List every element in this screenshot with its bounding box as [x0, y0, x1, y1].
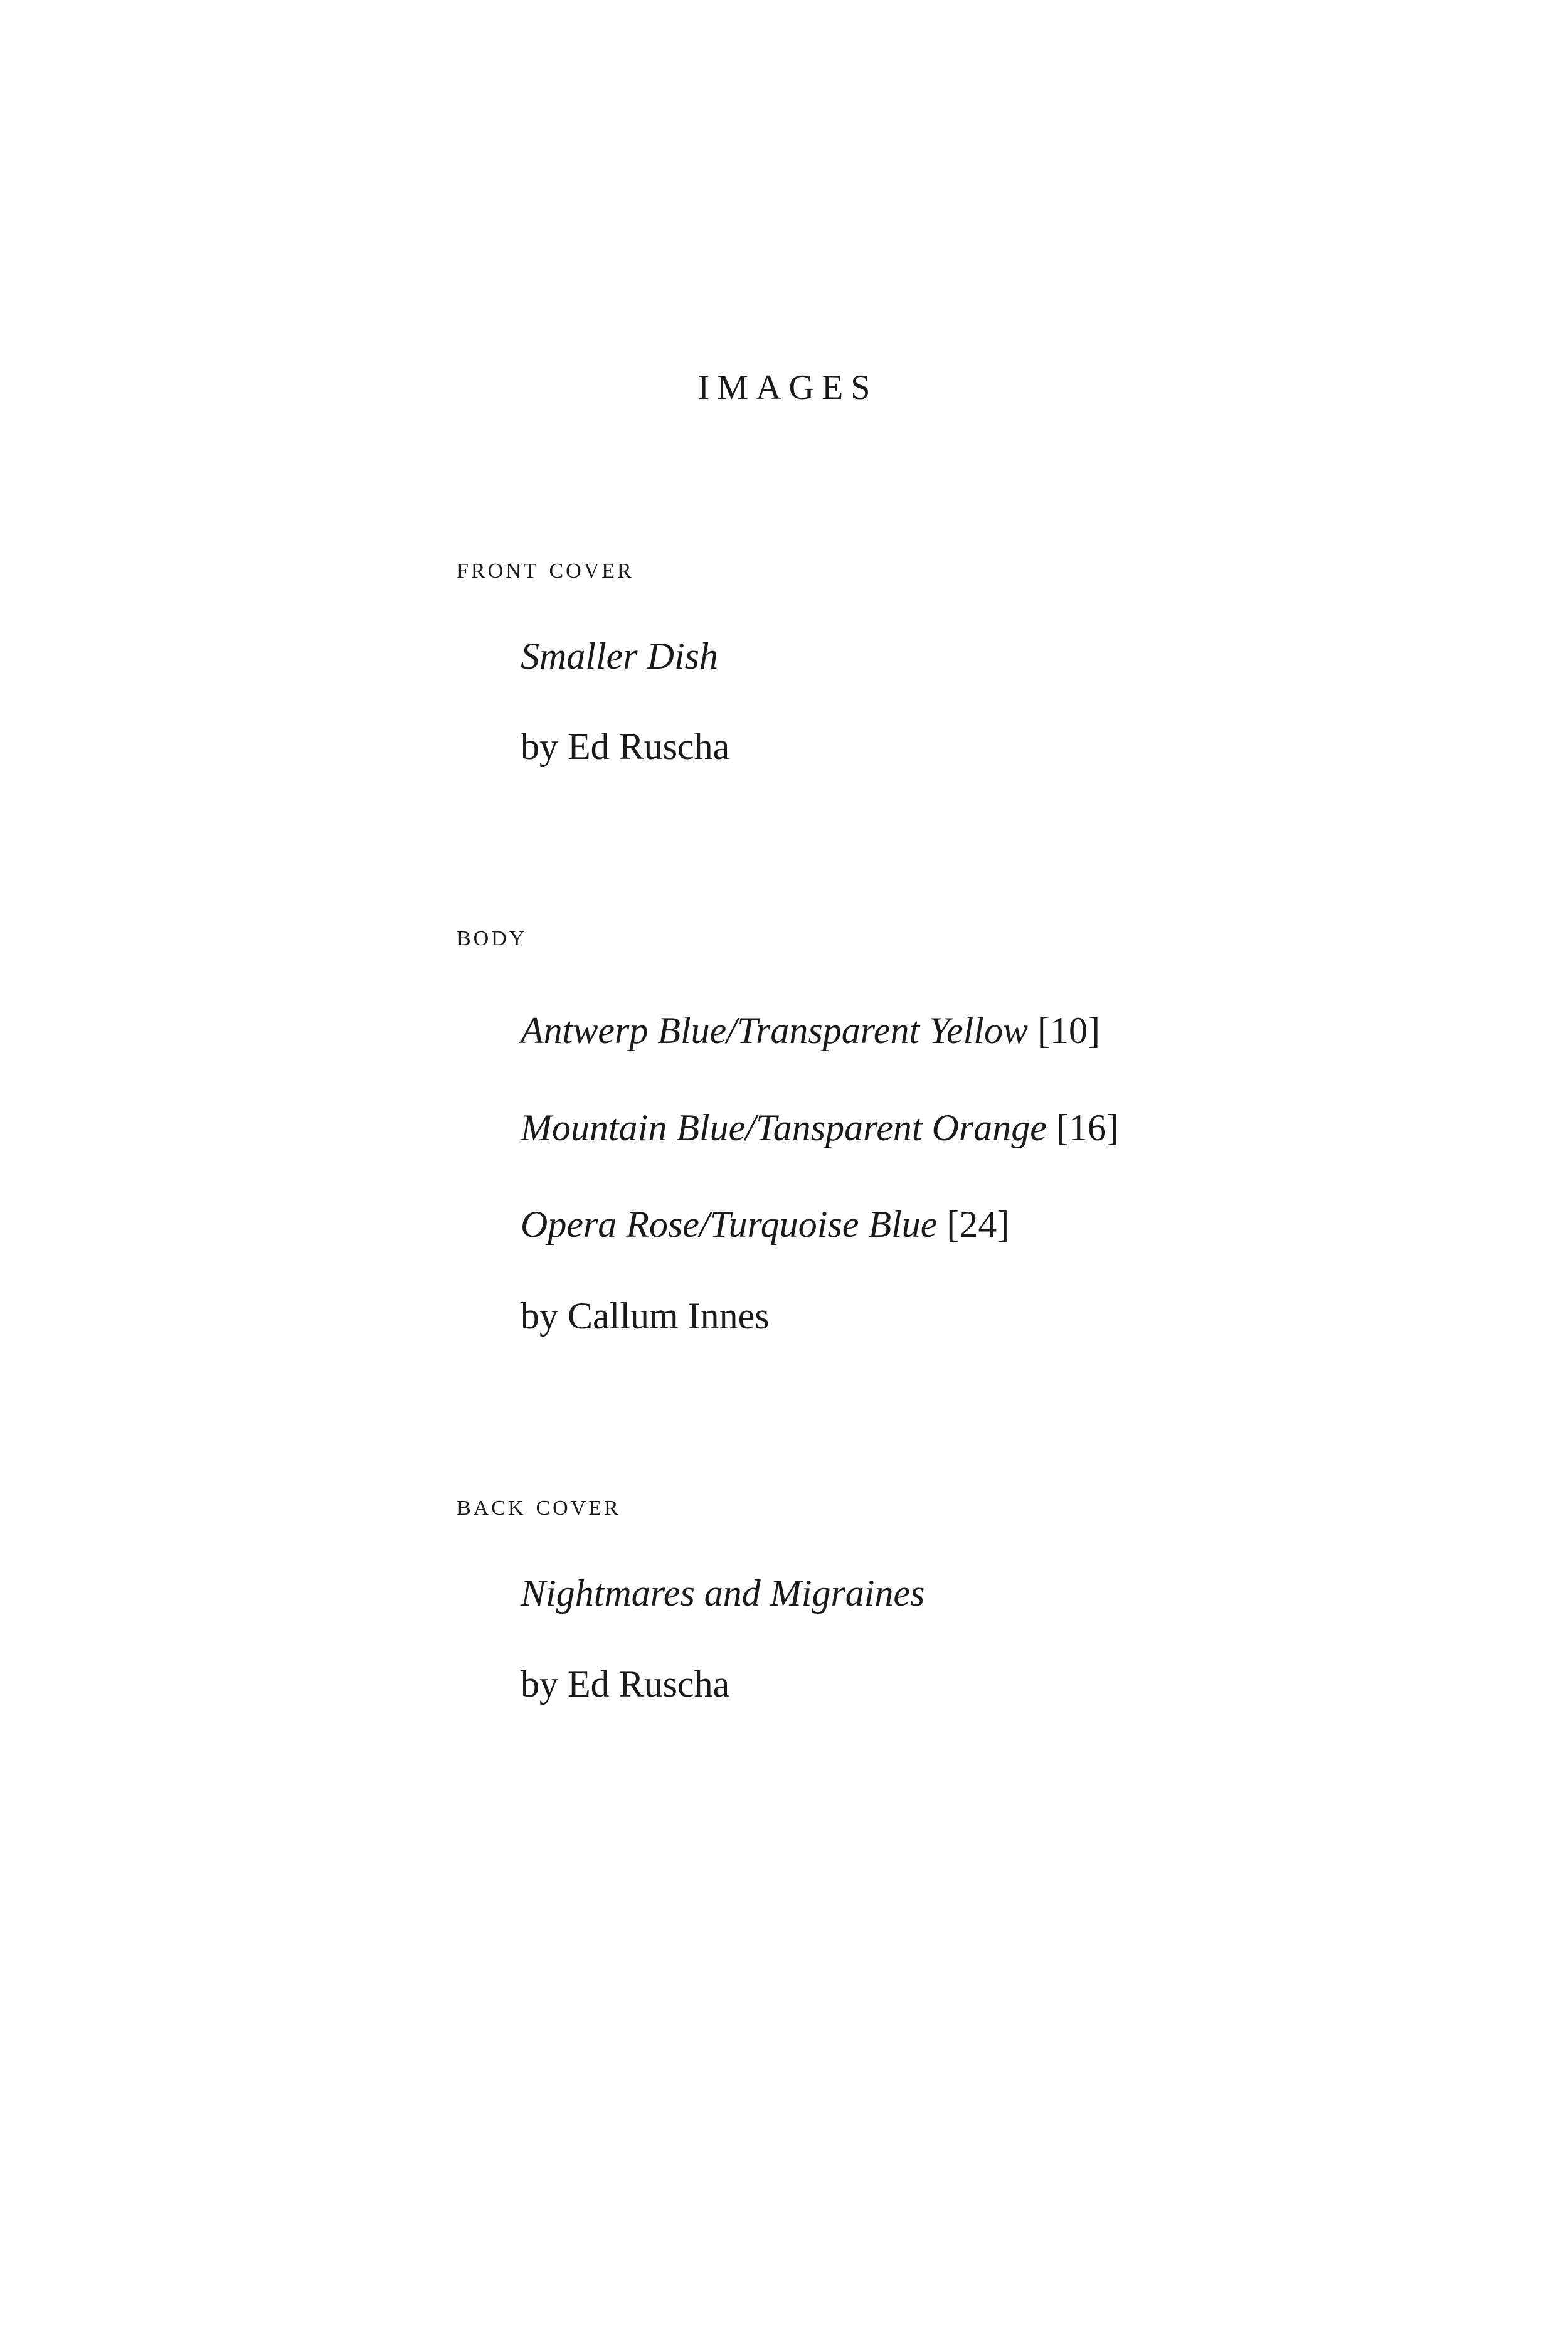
body-image-title: Mountain Blue/Tansparent Orange	[521, 1107, 1047, 1148]
back-cover-credit: by Ed Ruscha	[521, 1663, 730, 1705]
body-credit: by Callum Innes	[521, 1295, 770, 1337]
section-label-back-cover: back cover	[457, 1488, 621, 1522]
body-image-page-ref: [24]	[946, 1204, 1010, 1245]
body-image-page-ref: [10]	[1037, 1010, 1100, 1051]
body-image-page-ref: [16]	[1056, 1107, 1119, 1148]
section-label-front-cover: front cover	[457, 551, 634, 585]
body-image-item	[521, 1005, 1100, 1056]
section-label-body: body	[457, 919, 527, 952]
front-cover-title: Smaller Dish	[521, 635, 718, 677]
back-cover-title: Nightmares and Migraines	[521, 1572, 925, 1614]
body-image-item	[521, 1199, 1009, 1249]
body-image-item	[521, 1103, 1119, 1153]
body-image-title: Opera Rose/Turquoise Blue	[521, 1204, 938, 1245]
body-image-title: Antwerp Blue/Transparent Yellow	[521, 1010, 1028, 1051]
page-heading: IMAGES	[697, 368, 878, 407]
front-cover-credit: by Ed Ruscha	[521, 726, 730, 767]
